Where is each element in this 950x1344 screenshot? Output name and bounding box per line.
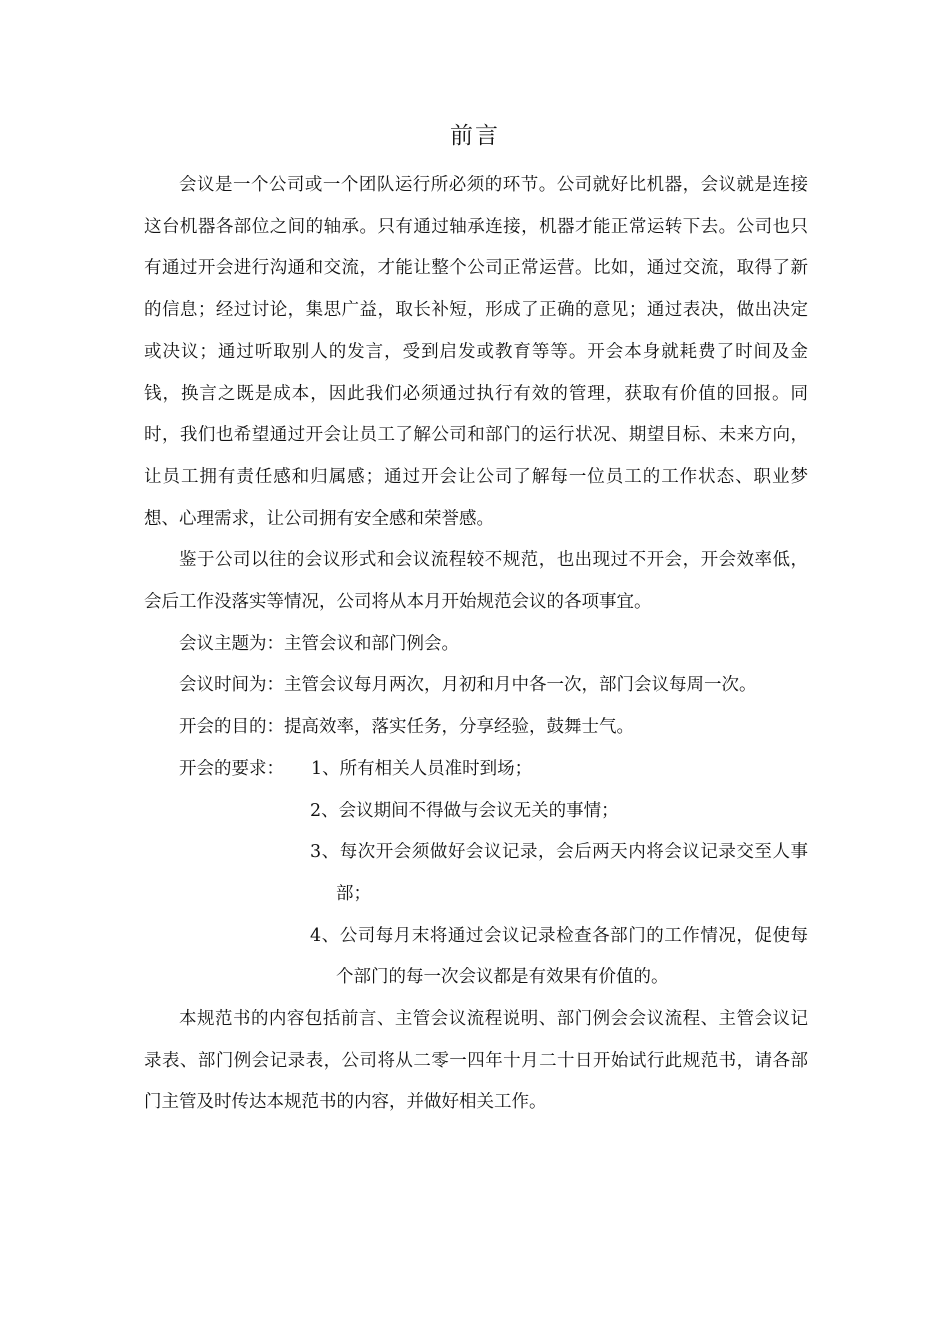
paragraph-meeting-topic: 会议主题为：主管会议和部门例会。 (179, 633, 459, 654)
requirement-item: 4、公司每月末将通过会议记录检查各部门的工作情况，促使每个部门的每一次会议都是有效果有价值的。 (310, 925, 808, 988)
paragraph-intro: 会议是一个公司或一个团队运行所必须的环节。公司就好比机器，会议就是连接这台机器各部位之间的轴承。只有通过轴承连接，机器才能正常运转下去。公司也只有通过开会进行沟通和交流，才能让整个公司正常运营。比如，通过交流，取得了新的信息；经过讨论，集思广益，取长补短，形成了正确的意见；通过表决，做出决定或决议；通过听取别人的发言，受到启发或教育等等。开会本身就耗费了时间及金钱，换言之既是成本，因此我们必须通过执行有效的管理，获取有价值的回报。同时，我们也希望通过开会让员工了解公司和部门的运行状况、期望目标、未来方向，让员工拥有责任感和归属感；通过开会让公司了解每一位员工的工作状态、职业梦想、心理需求，让公司拥有安全感和荣誉感。 (144, 175, 808, 529)
document-body (144, 165, 808, 1124)
requirement-item: 3、每次开会须做好会议记录，会后两天内将会议记录交至人事部； (310, 842, 808, 904)
requirement-item: 1、所有相关人员准时到场； (311, 758, 533, 779)
requirement-item: 2、会议期间不得做与会议无关的事情； (310, 800, 619, 821)
requirements-label: 开会的要求： (179, 758, 284, 779)
requirements-section (144, 749, 808, 999)
paragraph-meeting-purpose: 开会的目的：提高效率，落实任务，分享经验，鼓舞士气。 (179, 717, 634, 738)
paragraph-meeting-time: 会议时间为：主管会议每月两次，月初和月中各一次，部门会议每周一次。 (179, 675, 757, 696)
page-title: 前言 (450, 123, 500, 149)
paragraph-background: 鉴于公司以往的会议形式和会议流程较不规范，也出现过不开会，开会效率低，会后工作没落实等情况，公司将从本月开始规范会议的各项事宜。 (144, 550, 808, 613)
requirements-first-row (144, 749, 808, 791)
paragraph-closing: 本规范书的内容包括前言、主管会议流程说明、部门例会会议流程、主管会议记录表、部门例会记录表，公司将从二零一四年十月二十日开始试行此规范书，请各部门主管及时传达本规范书的内容，并做好相关工作。 (144, 1009, 808, 1113)
